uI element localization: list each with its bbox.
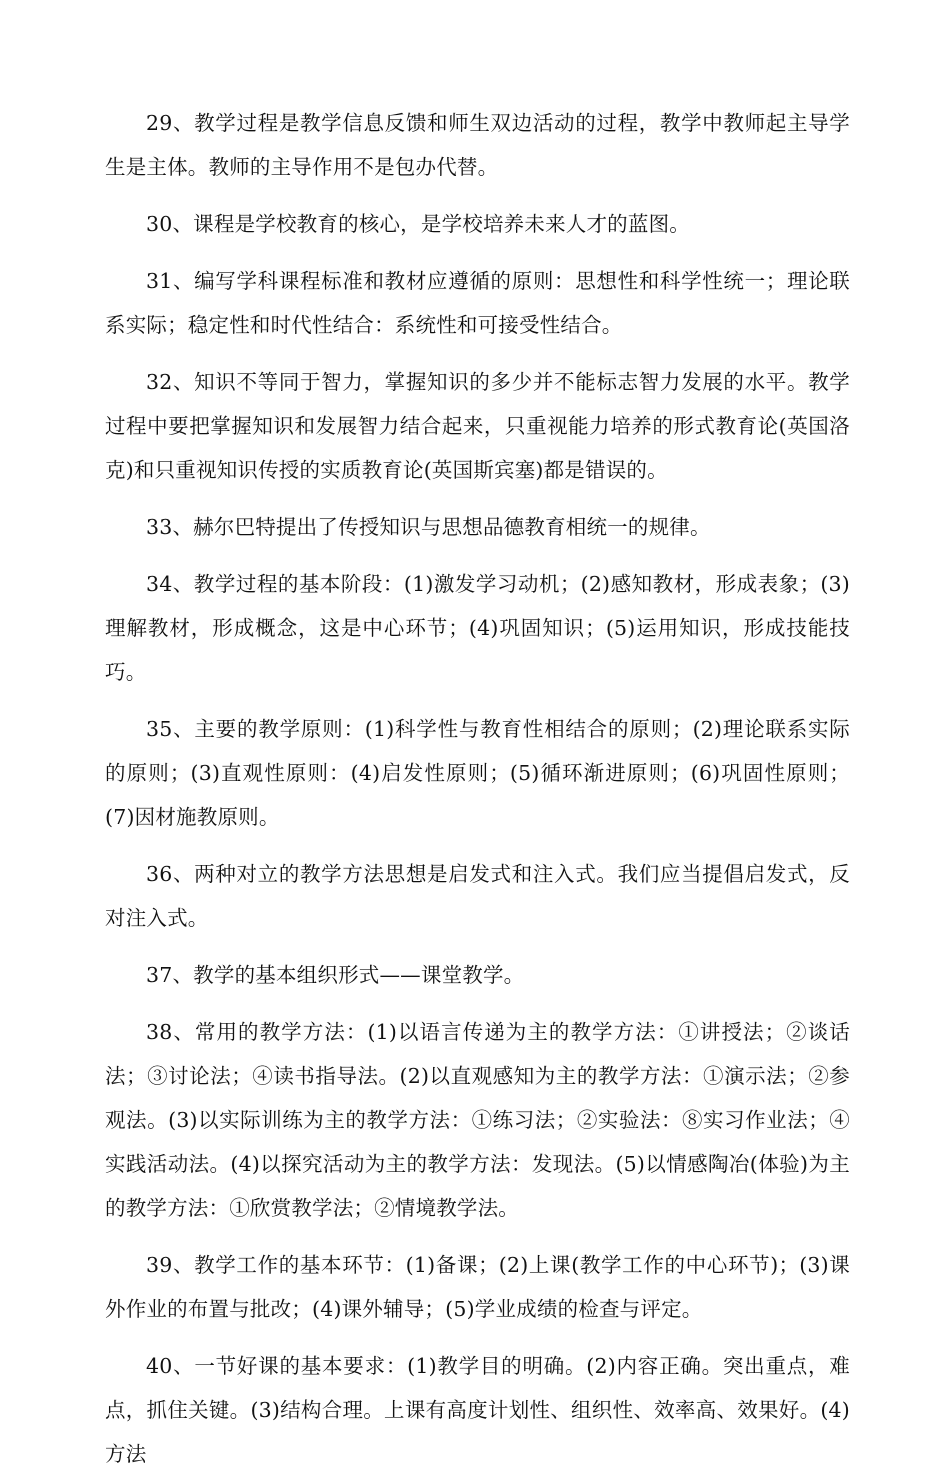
paragraph-36: 36、两种对立的教学方法思想是启发式和注入式。我们应当提倡启发式，反对注入式。 (105, 862, 850, 930)
paragraph-40: 40、一节好课的基本要求：(1)教学目的明确。(2)内容正确。突出重点，难点，抓住关键。(3)结构合理。上课有高度计划性、组织性、效率高、效果好。(4)方法 (105, 1354, 850, 1466)
paragraph-37: 37、教学的基本组织形式——课堂教学。 (146, 963, 525, 987)
paragraph-38: 38、常用的教学方法：(1)以语言传递为主的教学方法：①讲授法；②谈话法；③讨论法；④读书指导法。(2)以直观感知为主的教学方法：①演示法；②参观法。(3)以实际训练为主的教学方法：①练习法；②实验法：⑧实习作业法；④实践活动法。(4)以探究活动为主的教学方法：发现法。(5)以情感陶冶(体验)为主的教学方法：①欣赏教学法；②情境教学法。 (105, 1020, 850, 1220)
paragraph-29: 29、教学过程是教学信息反馈和师生双边活动的过程，教学中教师起主导学生是主体。教师的主导作用不是包办代替。 (105, 111, 850, 179)
document-body (105, 101, 850, 1476)
paragraph-32: 32、知识不等同于智力，掌握知识的多少并不能标志智力发展的水平。教学过程中要把掌握知识和发展智力结合起来，只重视能力培养的形式教育论(英国洛克)和只重视知识传授的实质教育论(英国斯宾塞)都是错误的。 (105, 370, 850, 482)
paragraph-35: 35、主要的教学原则：(1)科学性与教育性相结合的原则；(2)理论联系实际的原则；(3)直观性原则：(4)启发性原则；(5)循环渐进原则；(6)巩固性原则；(7)因材施教原则。 (105, 717, 850, 829)
paragraph-31: 31、编写学科课程标准和教材应遵循的原则：思想性和科学性统一；理论联系实际；稳定性和时代性结合：系统性和可接受性结合。 (105, 269, 850, 337)
paragraph-39: 39、教学工作的基本环节：(1)备课；(2)上课(教学工作的中心环节)；(3)课外作业的布置与批改；(4)课外辅导；(5)学业成绩的检查与评定。 (105, 1253, 850, 1321)
paragraph-30: 30、课程是学校教育的核心，是学校培养未来人才的蓝图。 (146, 212, 690, 236)
paragraph-34: 34、教学过程的基本阶段：(1)激发学习动机；(2)感知教材，形成表象；(3)理解教材，形成概念，这是中心环节；(4)巩固知识；(5)运用知识，形成技能技巧。 (105, 572, 850, 684)
paragraph-33: 33、赫尔巴特提出了传授知识与思想品德教育相统一的规律。 (146, 515, 711, 539)
